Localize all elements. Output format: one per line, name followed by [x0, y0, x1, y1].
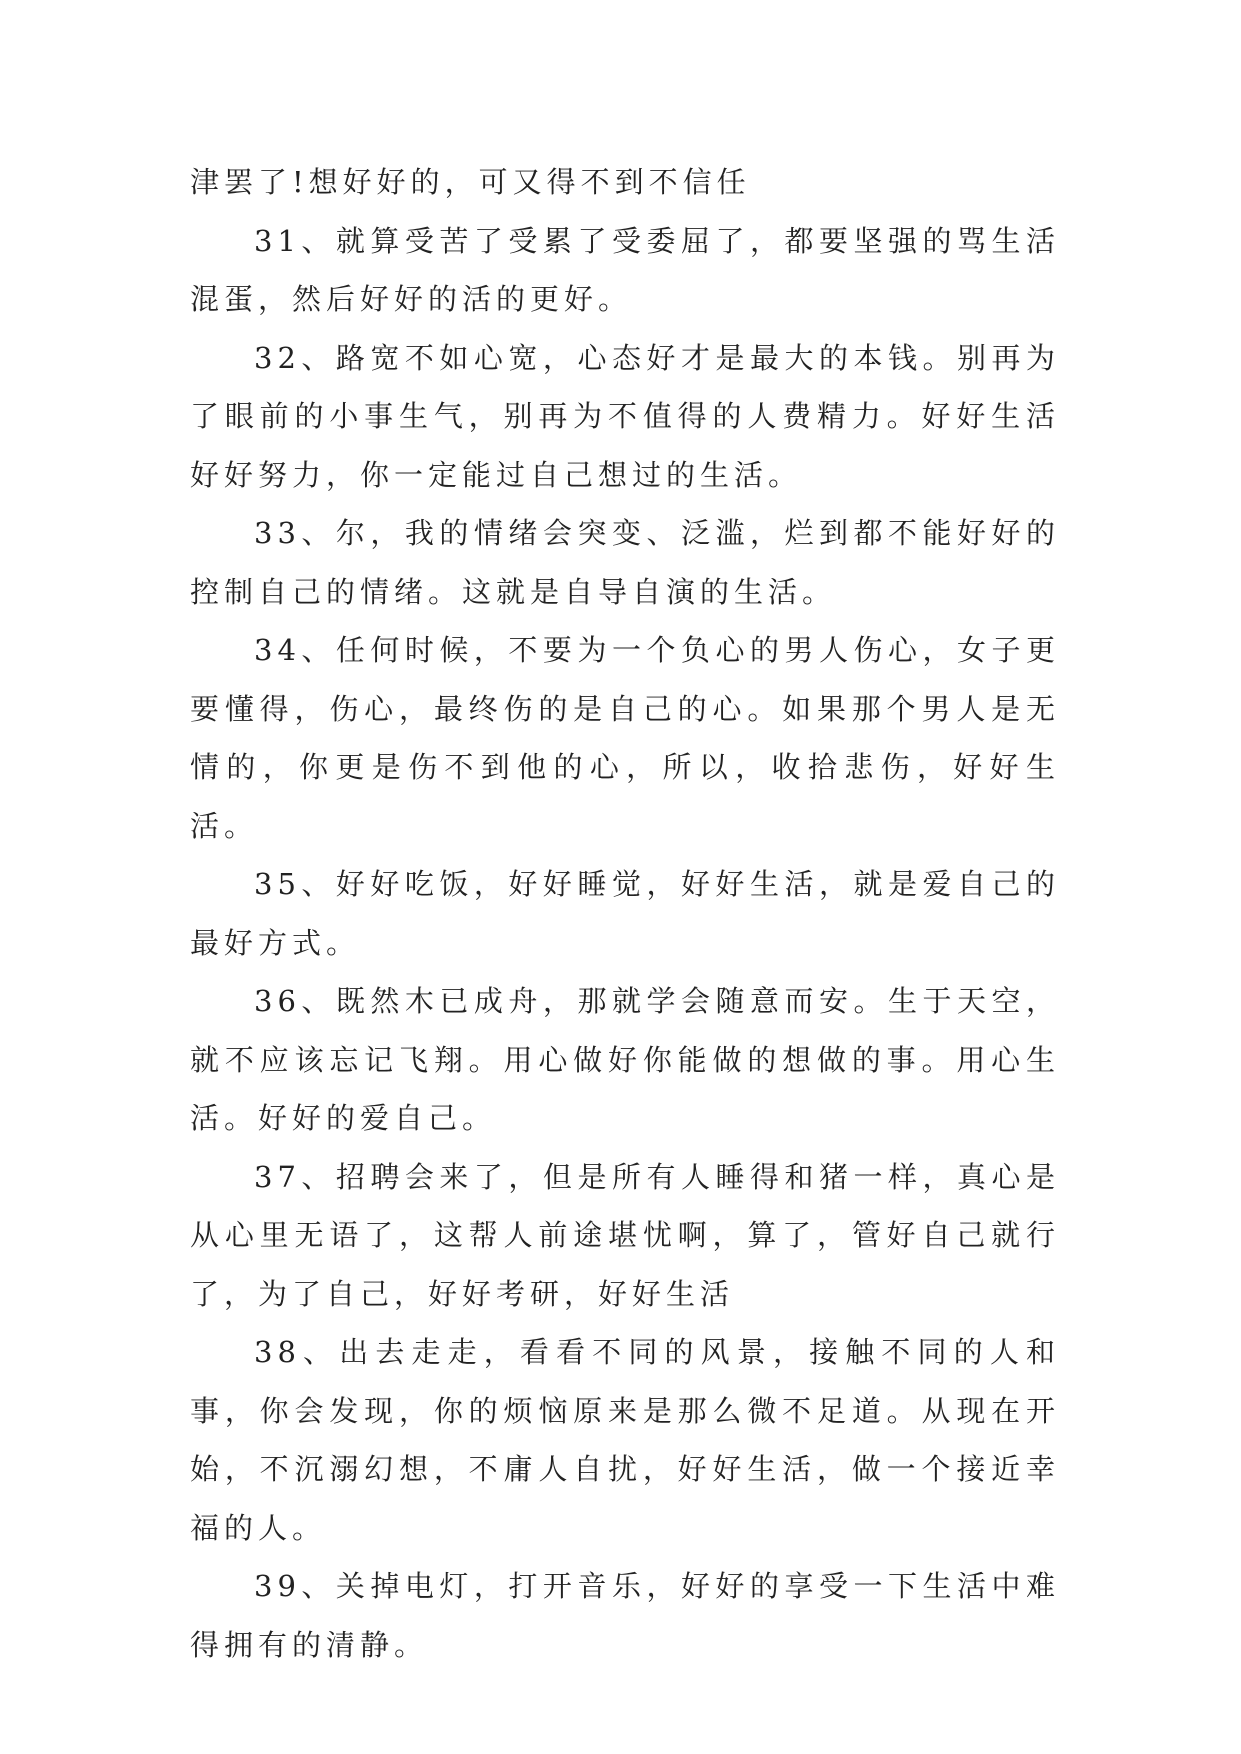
paragraph-31: 31、就算受苦了受累了受委屈了，都要坚强的骂生活混蛋，然后好好的活的更好。 — [190, 223, 1060, 316]
paragraph-37: 37、招聘会来了，但是所有人睡得和猪一样，真心是从心里无语了，这帮人前途堪忧啊，算了，管好自己就行了，为了自己，好好考研，好好生活 — [190, 1159, 1060, 1311]
paragraph-34: 34、任何时候，不要为一个负心的男人伤心，女子更要懂得，伤心，最终伤的是自己的心。如果那个男人是无情的，你更是伤不到他的心，所以，收拾悲伤，好好生活。 — [190, 633, 1060, 843]
document-body — [190, 153, 1060, 1674]
paragraph-38: 38、出去走走，看看不同的风景，接触不同的人和事，你会发现，你的烦恼原来是那么微不足道。从现在开始，不沉溺幻想，不庸人自扰，好好生活，做一个接近幸福的人。 — [190, 1335, 1060, 1545]
paragraph-39: 39、关掉电灯，打开音乐，好好的享受一下生活中难得拥有的清静。 — [190, 1569, 1060, 1662]
paragraph-32: 32、路宽不如心宽，心态好才是最大的本钱。别再为了眼前的小事生气，别再为不值得的人费精力。好好生活好好努力，你一定能过自己想过的生活。 — [190, 340, 1060, 492]
paragraph-35: 35、好好吃饭，好好睡觉，好好生活，就是爱自己的最好方式。 — [190, 867, 1060, 960]
paragraph-33: 33、尔，我的情绪会突变、泛滥，烂到都不能好好的控制自己的情绪。这就是自导自演的生活。 — [190, 516, 1060, 609]
paragraph-36: 36、既然木已成舟，那就学会随意而安。生于天空，就不应该忘记飞翔。用心做好你能做的想做的事。用心生活。好好的爱自己。 — [190, 984, 1060, 1135]
paragraph-continuation: 津罢了!想好好的，可又得不到不信任 — [190, 165, 751, 199]
